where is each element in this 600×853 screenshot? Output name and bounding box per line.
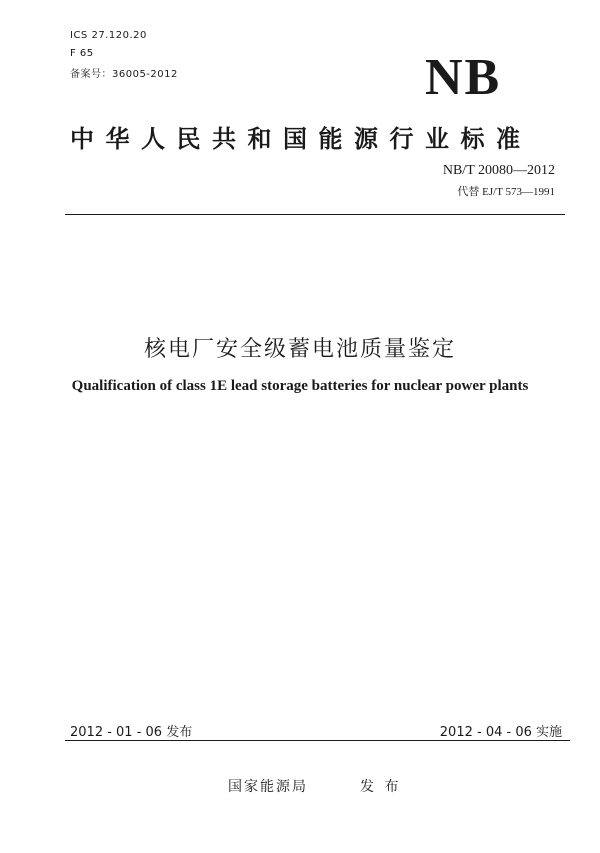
nb-logo: NB	[425, 49, 502, 106]
replaces-standard: 代替 EJ/T 573—1991	[457, 186, 555, 198]
ics-code: ICS 27.120.20	[70, 30, 147, 41]
top-divider	[65, 214, 565, 215]
publish-label: 发 布	[360, 779, 402, 795]
publisher: 国家能源局	[228, 779, 308, 795]
document-title-english: Qualification of class 1E lead storage batteries for nuclear power plants	[71, 378, 529, 394]
issue-date: 2012 - 01 - 06 发布	[70, 725, 193, 740]
implementation-date: 2012 - 04 - 06 实施	[439, 725, 562, 740]
filing-number: 备案号：36005-2012	[70, 69, 178, 80]
standard-category-title: 中华人民共和国能源行业标准	[70, 125, 532, 153]
standard-number: NB/T 20080—2012	[442, 163, 555, 178]
bottom-divider	[65, 740, 570, 741]
document-title-chinese: 核电厂安全级蓄电池质量鉴定	[143, 337, 456, 362]
ccs-code: F 65	[70, 48, 94, 59]
